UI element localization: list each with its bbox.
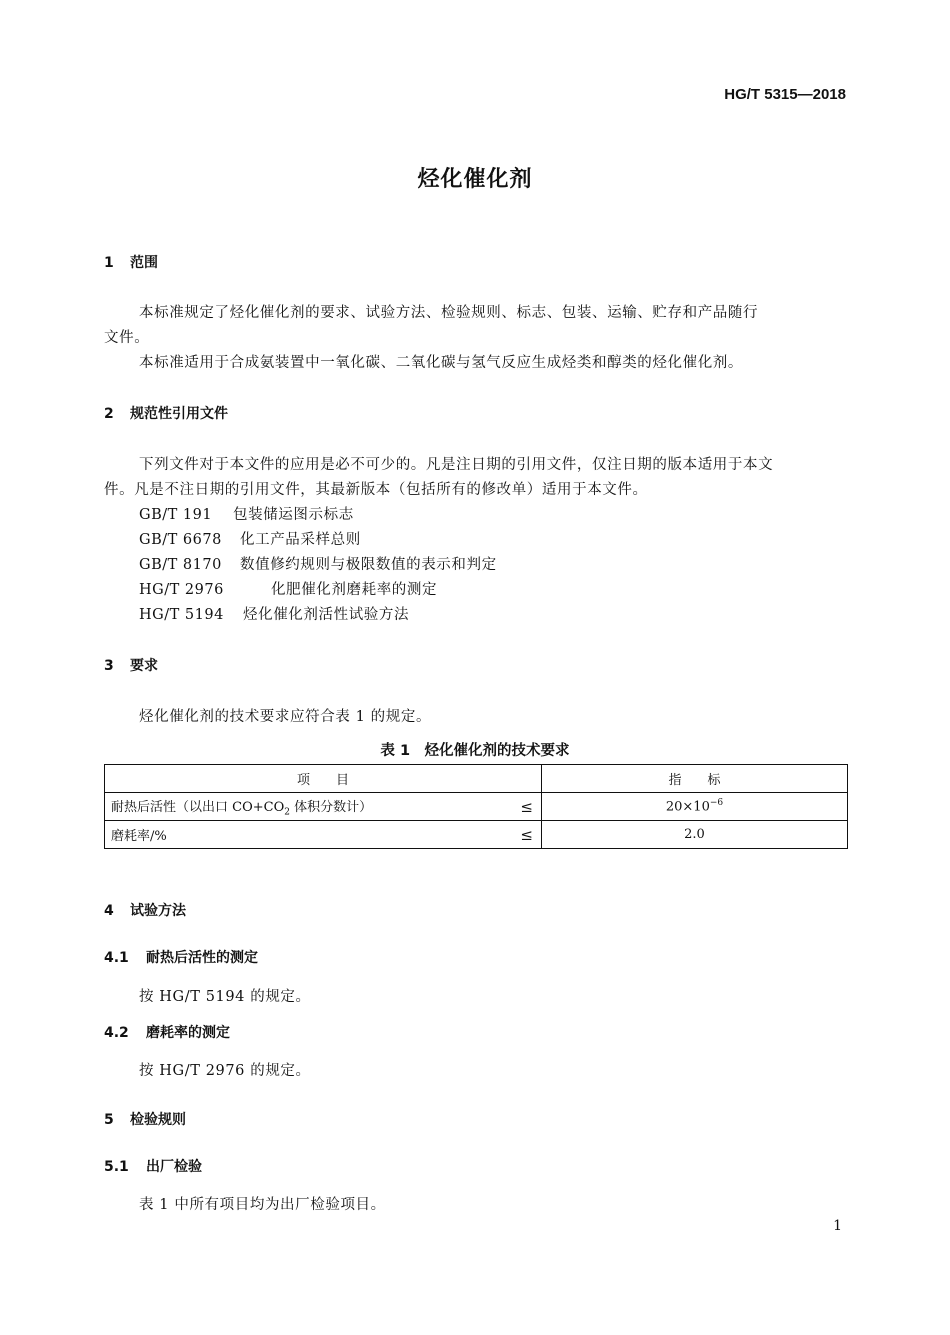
s1-paragraph-1-line-2: 文件。 [104,330,150,346]
reference-item [139,528,361,549]
table-header-row [105,765,848,793]
section-number: 1 [104,255,114,271]
table-row [105,793,848,821]
value-text: 20×10 [665,799,710,815]
section-title: 范围 [130,255,158,271]
page-number: 1 [833,1218,842,1234]
less-equal-symbol: ≤ [520,798,533,816]
item-subscript: 2 [284,807,290,818]
section-1-heading [104,252,158,272]
subsection-4-1-heading [104,947,258,967]
reference-item [139,553,497,574]
subsection-5-1-heading [104,1156,202,1176]
standard-code: HG/T 5315—2018 [724,86,846,103]
reference-item [139,503,354,524]
item-text-tail: 体积分数计） [289,799,373,815]
subsection-5-1-text: 表 1 中所有项目均为出厂检验项目。 [139,1197,386,1213]
value-superscript: −6 [709,798,724,809]
reference-code: GB/T 191 [139,507,213,523]
reference-code: HG/T 5194 [139,607,224,623]
reference-code: HG/T 2976 [139,582,224,598]
section-title: 规范性引用文件 [130,406,228,422]
s2-paragraph-line-2: 件。凡是不注日期的引用文件，其最新版本（包括所有的修改单）适用于本文件。 [104,482,648,498]
s2-paragraph-line-1: 下列文件对于本文件的应用是必不可少的。凡是注日期的引用文件，仅注日期的版本适用于本文 [139,457,774,473]
item-cell [105,821,542,849]
subsection-number: 5.1 [104,1159,129,1175]
section-title: 试验方法 [130,903,186,919]
s3-paragraph: 烃化催化剂的技术要求应符合表 1 的规定。 [139,709,432,725]
subsection-title: 出厂检验 [146,1159,202,1175]
section-title: 检验规则 [130,1112,186,1128]
section-2-heading [104,403,228,423]
reference-code: GB/T 6678 [139,532,222,548]
value-text: 2.0 [684,827,705,842]
reference-code: GB/T 8170 [139,557,222,573]
section-title: 要求 [130,658,158,674]
section-number: 3 [104,658,114,674]
table-caption: 表 1 烃化催化剂的技术要求 [380,743,570,759]
section-4-heading [104,900,186,920]
reference-title: 化肥催化剂磨耗率的测定 [271,582,438,598]
reference-title: 数值修约规则与极限数值的表示和判定 [240,557,497,573]
section-number: 2 [104,406,114,422]
less-equal-symbol: ≤ [520,826,533,844]
s1-paragraph-2: 本标准适用于合成氨装置中一氧化碳、二氧化碳与氢气反应生成烃类和醇类的烃化催化剂。 [139,355,743,371]
section-number: 4 [104,903,114,919]
item-text: 磨耗率/% [111,829,167,844]
subsection-title: 耐热后活性的测定 [146,950,258,966]
requirements-table [104,764,848,849]
section-number: 5 [104,1112,114,1128]
header-value-cell: 指 标 [542,765,848,793]
subsection-number: 4.1 [104,950,129,966]
value-cell [542,793,848,821]
s1-paragraph-1-line-1: 本标准规定了烃化催化剂的要求、试验方法、检验规则、标志、包装、运输、贮存和产品随行 [139,305,759,321]
subsection-4-2-heading [104,1022,230,1042]
reference-title: 化工产品采样总则 [240,532,361,548]
page-title: 烃化催化剂 [417,167,533,192]
reference-title: 烃化催化剂活性试验方法 [243,607,410,623]
table-row [105,821,848,849]
subsection-title: 磨耗率的测定 [146,1025,230,1041]
reference-title: 包装储运图示标志 [233,507,354,523]
subsection-number: 4.2 [104,1025,129,1041]
value-cell [542,821,848,849]
reference-item [139,578,437,599]
subsection-4-2-text: 按 HG/T 2976 的规定。 [139,1063,311,1079]
subsection-4-1-text: 按 HG/T 5194 的规定。 [139,989,311,1005]
item-cell [105,793,542,821]
reference-item [139,603,409,624]
header-item-cell: 项 目 [105,765,542,793]
section-5-heading [104,1109,186,1129]
item-text: 耐热后活性（以出口 CO+CO [111,799,285,815]
section-3-heading [104,655,158,675]
